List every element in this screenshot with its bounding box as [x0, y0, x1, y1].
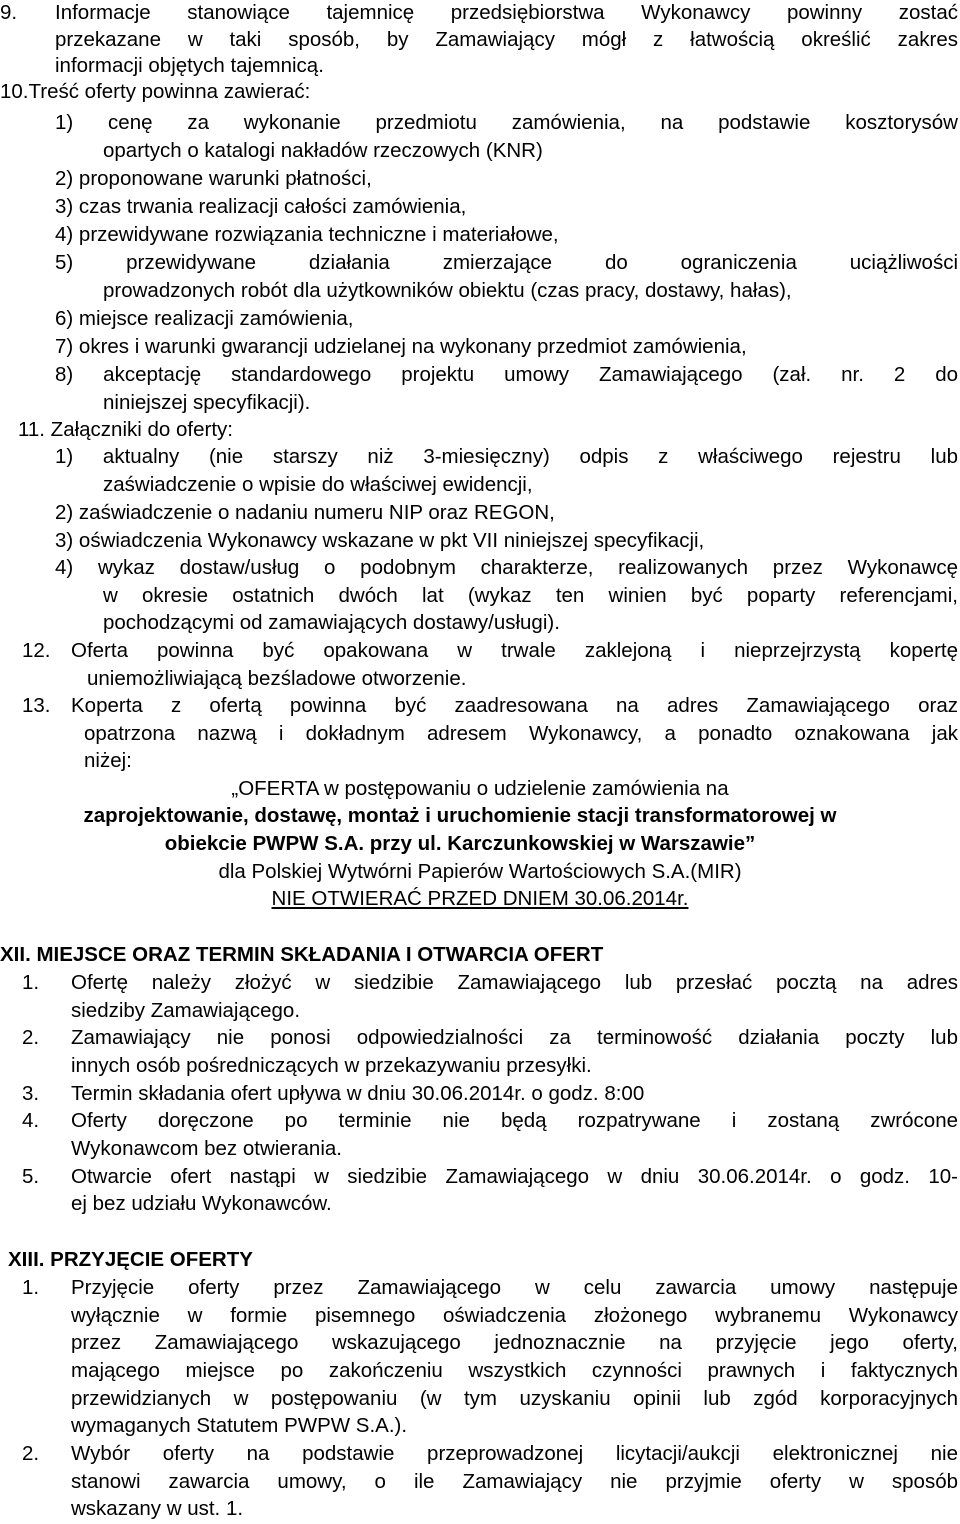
envelope-line-1: „OFERTA w postępowaniu o udzielenie zamówienia na [231, 777, 729, 800]
section-xiii-2-line-2: stanowi zawarcia umowy, o ile Zamawiający nie przyjmie oferty w sposób [71, 1470, 958, 1493]
section-xiii-1-line-5: przewidzianych w postępowaniu (w tym uzyskaniu opinii lub zgód korporacyjnych [71, 1387, 958, 1410]
section-xii-2-line-2: innych osób pośredniczących w przekazywaniu przesyłki. [71, 1054, 592, 1077]
section-xii-heading: XII. MIEJSCE ORAZ TERMIN SKŁADANIA I OTWARCIA OFERT [0, 943, 604, 966]
item-9-number: 9. [0, 1, 18, 24]
envelope-line-5: NIE OTWIERAĆ PRZED DNIEM 30.06.2014r. [271, 887, 689, 910]
envelope-line-2: zaprojektowanie, dostawę, montaż i uruchomienie stacji transformatorowej w [83, 804, 837, 827]
item-11-sub-1-line-2: zaświadczenie o wpisie do właściwej ewidencji, [103, 473, 533, 496]
item-10-sub-8-line-2: niniejszej specyfikacji). [103, 391, 311, 414]
section-xii-3-line-1: Termin składania ofert upływa w dniu 30.06.2014r. o godz. 8:00 [71, 1082, 645, 1105]
item-10-sub-2: 2) proponowane warunki płatności, [55, 167, 372, 190]
item-10-sub-5-line-1: 5) przewidywane działania zmierzające do ograniczenia uciążliwości [55, 251, 958, 274]
section-xii-1-number: 1. [22, 971, 40, 994]
item-10-title: 10.Treść oferty powinna zawierać: [0, 80, 311, 103]
item-13-line-3: niżej: [84, 749, 132, 772]
section-xiii-1-line-3: przez Zamawiającego wskazującego jednoznacznie na przyjęcie jego oferty, [71, 1331, 958, 1354]
section-xii-2-number: 2. [22, 1026, 40, 1049]
item-11-title: 11. Załączniki do oferty: [18, 418, 233, 441]
envelope-line-4: dla Polskiej Wytwórni Papierów Wartościowych S.A.(MIR) [218, 860, 742, 883]
section-xiii-1-line-6: wymaganych Statutem PWPW S.A.). [71, 1414, 408, 1437]
item-10-sub-5-line-2: prowadzonych robót dla użytkowników obiektu (czas pracy, dostawy, hałas), [103, 279, 792, 302]
section-xii-5-line-2: ej bez udziału Wykonawców. [71, 1192, 332, 1215]
item-12-line-2: uniemożliwiającą bezśladowe otworzenie. [87, 667, 467, 690]
item-12-line-1: Oferta powinna być opakowana w trwale zaklejoną i nieprzejrzystą kopertę [71, 639, 958, 662]
item-10-sub-6: 6) miejsce realizacji zamówienia, [55, 307, 354, 330]
item-10-sub-4: 4) przewidywane rozwiązania techniczne i materiałowe, [55, 223, 559, 246]
section-xii-5-line-1: Otwarcie ofert nastąpi w siedzibie Zamawiającego w dniu 30.06.2014r. o godz. 10- [71, 1165, 958, 1188]
section-xii-1-line-1: Ofertę należy złożyć w siedzibie Zamawiającego lub przesłać pocztą na adres [71, 971, 958, 994]
item-11-sub-1-line-1: 1) aktualny (nie starszy niż 3-miesięczny) odpis z właściwego rejestru lub [55, 445, 958, 468]
item-11-sub-2: 2) zaświadczenie o nadaniu numeru NIP oraz REGON, [55, 501, 555, 524]
item-9-line-1: Informacje stanowiące tajemnicę przedsiębiorstwa Wykonawcy powinny zostać [55, 1, 958, 24]
item-10-sub-7: 7) okres i warunki gwarancji udzielanej na wykonany przedmiot zamówienia, [55, 335, 747, 358]
item-13-line-2: opatrzona nazwą i dokładnym adresem Wykonawcy, a ponadto oznakowana jak [84, 722, 958, 745]
item-13-number: 13. [22, 694, 51, 717]
envelope-line-3: obiekcie PWPW S.A. przy ul. Karczunkowskiej w Warszawie” [164, 832, 756, 855]
section-xii-5-number: 5. [22, 1165, 40, 1188]
section-xii-1-line-2: siedziby Zamawiającego. [71, 999, 301, 1022]
section-xiii-1-line-1: Przyjęcie oferty przez Zamawiającego w celu zawarcia umowy następuje [71, 1276, 958, 1299]
section-xiii-1-number: 1. [22, 1276, 40, 1299]
section-xiii-1-line-4: mającego miejsce po zakończeniu wszystkich czynności prawnych i faktycznych [71, 1359, 958, 1382]
item-9-line-3: informacji objętych tajemnicą. [55, 54, 324, 77]
section-xiii-2-number: 2. [22, 1442, 40, 1465]
section-xiii-heading: XIII. PRZYJĘCIE OFERTY [8, 1248, 253, 1271]
section-xii-4-line-2: Wykonawcom bez otwierania. [71, 1137, 342, 1160]
section-xiii-2-line-1: Wybór oferty na podstawie przeprowadzonej licytacji/aukcji elektronicznej nie [71, 1442, 958, 1465]
item-12-number: 12. [22, 639, 51, 662]
item-10-sub-8-line-1: 8) akceptację standardowego projektu umowy Zamawiającego (zał. nr. 2 do [55, 363, 958, 386]
section-xii-3-number: 3. [22, 1082, 40, 1105]
section-xiii-1-line-2: wyłącznie w formie pisemnego oświadczenia złożonego wybranemu Wykonawcy [71, 1304, 958, 1327]
section-xii-2-line-1: Zamawiający nie ponosi odpowiedzialności za terminowość działania poczty lub [71, 1026, 958, 1049]
section-xiii-2-line-3: wskazany w ust. 1. [71, 1497, 244, 1520]
item-11-sub-4-line-2: w okresie ostatnich dwóch lat (wykaz ten winien być poparty referencjami, [103, 584, 958, 607]
item-11-sub-4-line-3: pochodzącymi od zamawiających dostawy/usługi). [103, 611, 560, 634]
item-13-line-1: Koperta z ofertą powinna być zaadresowana na adres Zamawiającego oraz [71, 694, 958, 717]
section-xii-4-number: 4. [22, 1109, 40, 1132]
item-10-sub-1-line-1: 1) cenę za wykonanie przedmiotu zamówienia, na podstawie kosztorysów [55, 111, 958, 134]
item-11-sub-3: 3) oświadczenia Wykonawcy wskazane w pkt VII niniejszej specyfikacji, [55, 529, 705, 552]
section-xii-4-line-1: Oferty doręczone po terminie nie będą rozpatrywane i zostaną zwrócone [71, 1109, 958, 1132]
item-9-line-2: przekazane w taki sposób, by Zamawiający mógł z łatwością określić zakres [55, 28, 958, 51]
item-11-sub-4-line-1: 4) wykaz dostaw/usług o podobnym charakterze, realizowanych przez Wykonawcę [55, 556, 958, 579]
item-10-sub-1-line-2: opartych o katalogi nakładów rzeczowych (KNR) [103, 139, 543, 162]
item-10-sub-3: 3) czas trwania realizacji całości zamówienia, [55, 195, 467, 218]
